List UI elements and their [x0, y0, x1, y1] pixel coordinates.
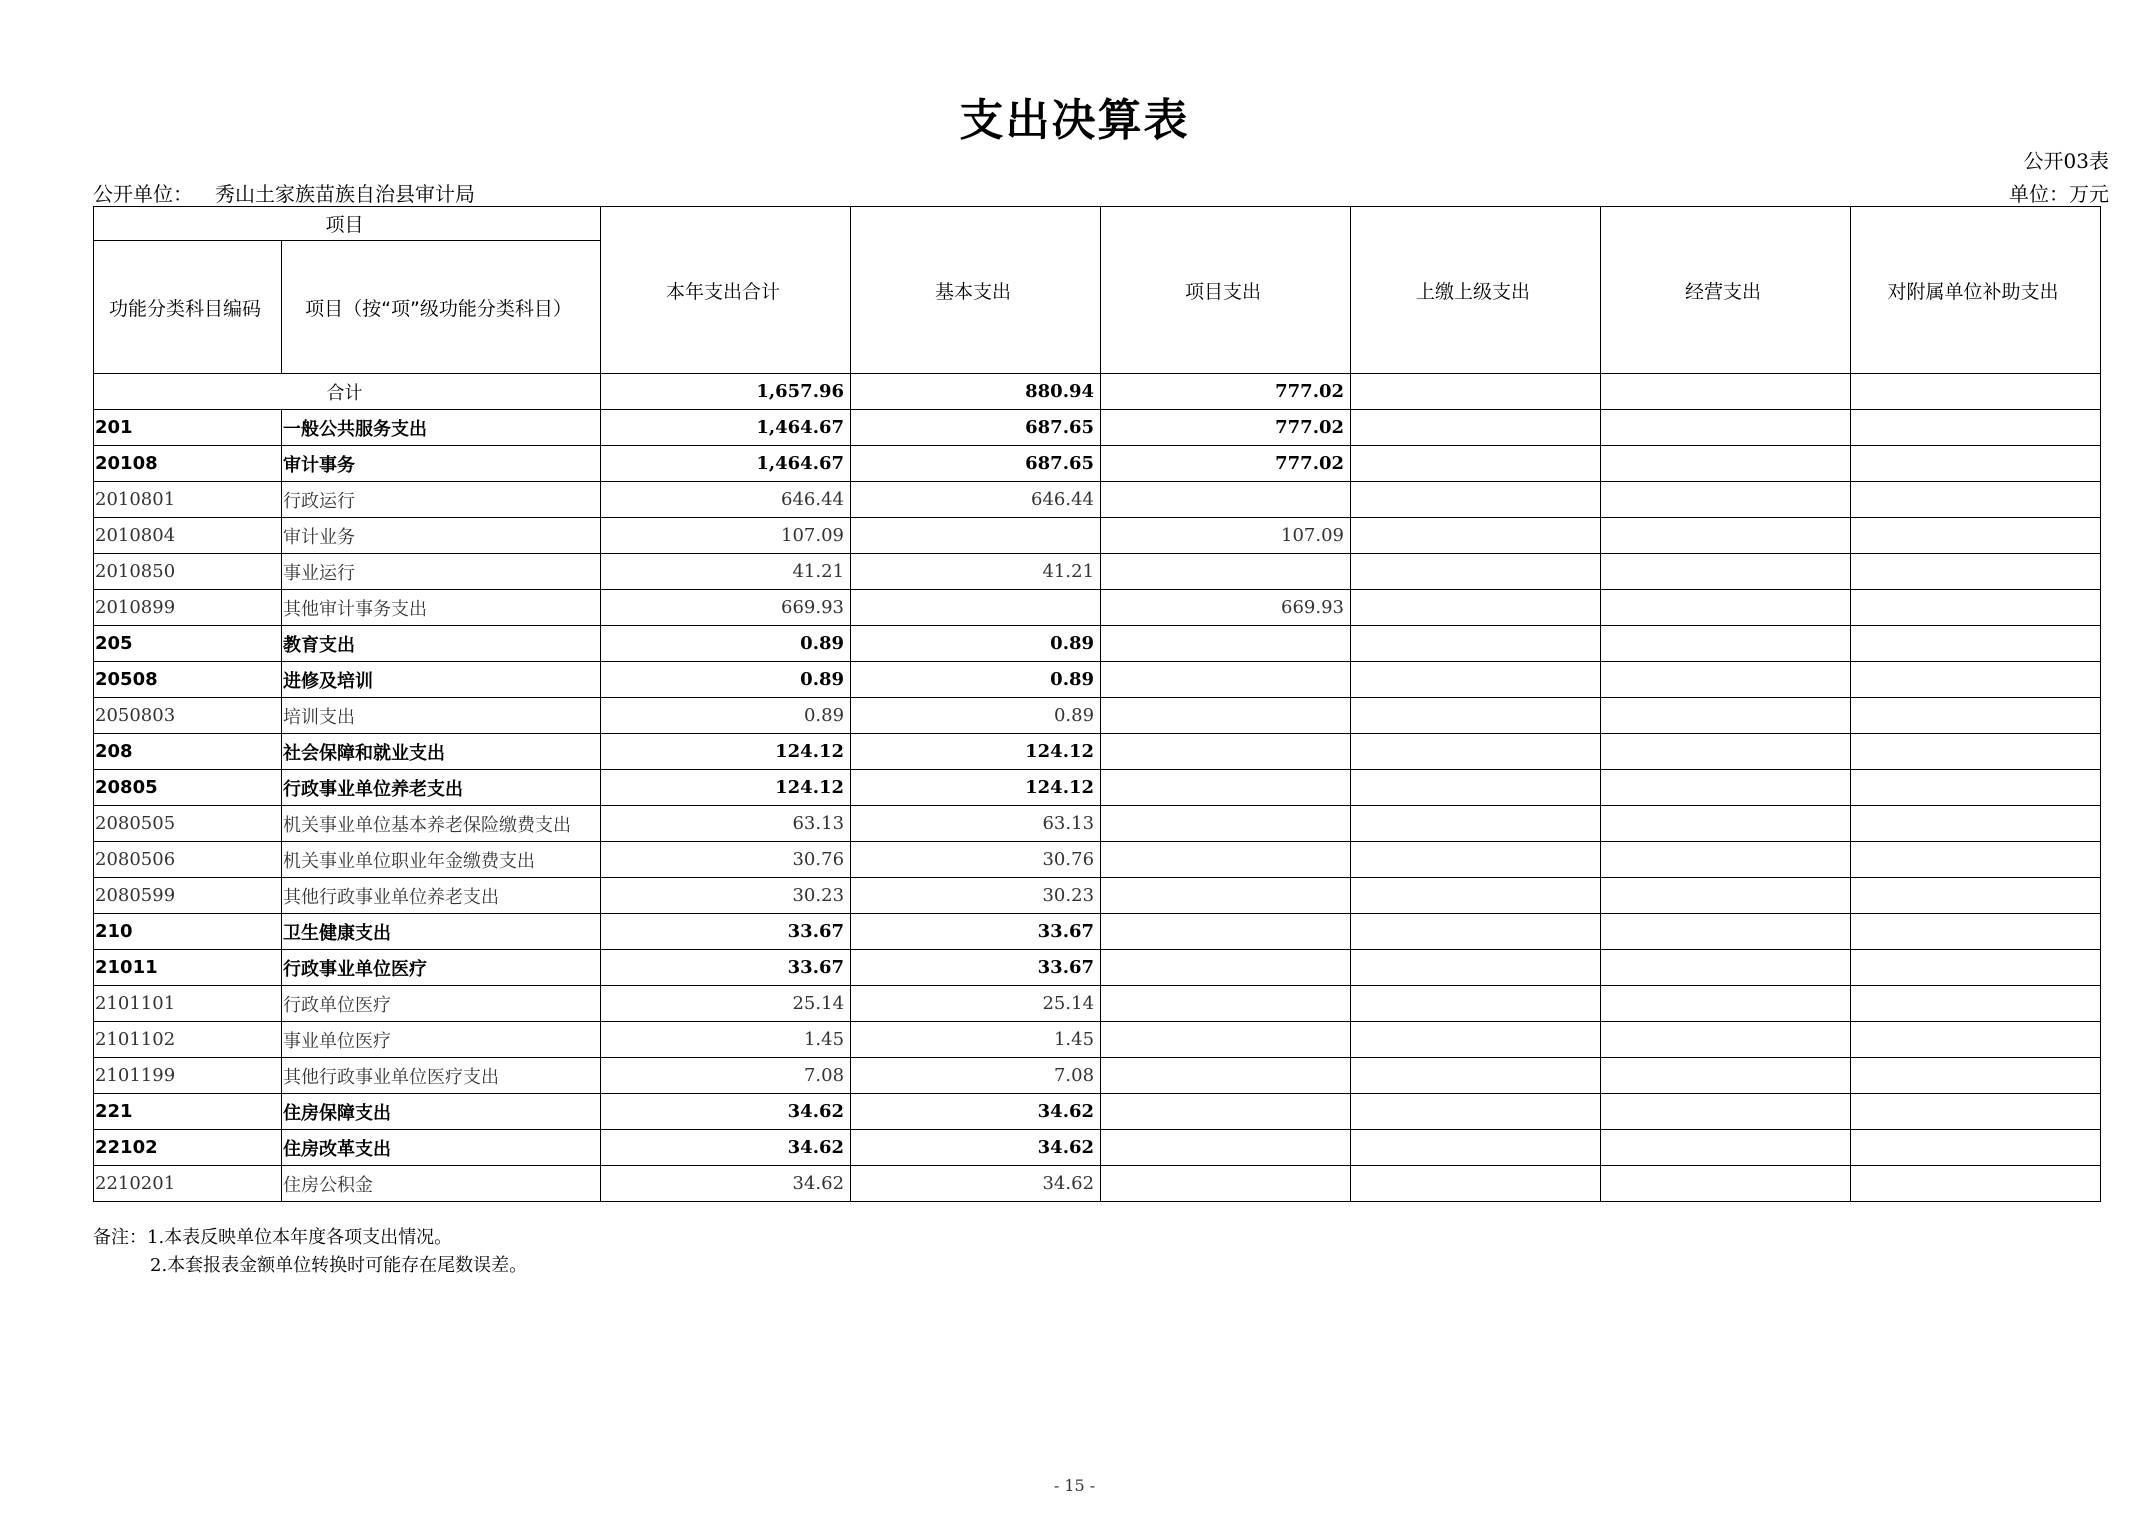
cell-upper: [1351, 1094, 1601, 1130]
cell-name: 其他审计事务支出: [282, 590, 601, 626]
cell-business: [1601, 806, 1851, 842]
table-row: [94, 1094, 2101, 1130]
total-cell-total: 1,657.96: [601, 374, 851, 410]
cell-project-exp: [1101, 914, 1351, 950]
cell-subsidy: [1851, 806, 2101, 842]
cell-code: 208: [94, 734, 282, 770]
header-name: 项目（按“项”级功能分类科目）: [282, 241, 601, 374]
cell-total: 124.12: [601, 770, 851, 806]
cell-basic: 1.45: [851, 1022, 1101, 1058]
cell-basic: [851, 518, 1101, 554]
cell-business: [1601, 842, 1851, 878]
cell-code: 21011: [94, 950, 282, 986]
cell-total: 41.21: [601, 554, 851, 590]
cell-upper: [1351, 626, 1601, 662]
cell-upper: [1351, 410, 1601, 446]
cell-total: 34.62: [601, 1094, 851, 1130]
cell-project-exp: [1101, 698, 1351, 734]
cell-upper: [1351, 1058, 1601, 1094]
cell-project-exp: [1101, 1094, 1351, 1130]
cell-subsidy: [1851, 482, 2101, 518]
reporting-unit: [93, 178, 475, 207]
cell-basic: 30.23: [851, 878, 1101, 914]
cell-project-exp: [1101, 806, 1351, 842]
cell-subsidy: [1851, 878, 2101, 914]
cell-name: 机关事业单位职业年金缴费支出: [282, 842, 601, 878]
cell-upper: [1351, 662, 1601, 698]
cell-basic: 124.12: [851, 734, 1101, 770]
cell-total: 1.45: [601, 1022, 851, 1058]
cell-basic: 63.13: [851, 806, 1101, 842]
cell-upper: [1351, 1130, 1601, 1166]
notes: [93, 1224, 527, 1280]
cell-code: 20508: [94, 662, 282, 698]
cell-upper: [1351, 842, 1601, 878]
cell-name: 审计事务: [282, 446, 601, 482]
cell-upper: [1351, 734, 1601, 770]
cell-subsidy: [1851, 518, 2101, 554]
cell-subsidy: [1851, 950, 2101, 986]
cell-name: 住房保障支出: [282, 1094, 601, 1130]
total-row: [94, 374, 2101, 410]
page-title: 支出决算表: [959, 95, 1190, 146]
cell-project-exp: [1101, 842, 1351, 878]
cell-name: 审计业务: [282, 518, 601, 554]
cell-business: [1601, 518, 1851, 554]
cell-business: [1601, 914, 1851, 950]
table-row: [94, 482, 2101, 518]
cell-business: [1601, 1058, 1851, 1094]
cell-project-exp: [1101, 482, 1351, 518]
cell-total: 34.62: [601, 1166, 851, 1202]
cell-name: 事业运行: [282, 554, 601, 590]
cell-code: 221: [94, 1094, 282, 1130]
cell-business: [1601, 446, 1851, 482]
page-number: - 15 -: [1053, 1476, 1096, 1495]
table-row: [94, 914, 2101, 950]
total-cell-project: 777.02: [1101, 374, 1351, 410]
cell-name: 社会保障和就业支出: [282, 734, 601, 770]
table-row: [94, 1166, 2101, 1202]
cell-total: 646.44: [601, 482, 851, 518]
header-code: 功能分类科目编码: [94, 241, 282, 374]
cell-name: 行政单位医疗: [282, 986, 601, 1022]
cell-total: 0.89: [601, 626, 851, 662]
cell-upper: [1351, 518, 1601, 554]
cell-code: 20805: [94, 770, 282, 806]
cell-upper: [1351, 950, 1601, 986]
cell-project-exp: [1101, 1058, 1351, 1094]
cell-subsidy: [1851, 590, 2101, 626]
cell-business: [1601, 410, 1851, 446]
cell-total: 34.62: [601, 1130, 851, 1166]
cell-code: 22102: [94, 1130, 282, 1166]
table-row: [94, 878, 2101, 914]
cell-business: [1601, 1094, 1851, 1130]
cell-basic: 0.89: [851, 662, 1101, 698]
cell-project-exp: [1101, 878, 1351, 914]
cell-total: 669.93: [601, 590, 851, 626]
cell-subsidy: [1851, 1130, 2101, 1166]
table-row: [94, 842, 2101, 878]
cell-basic: 0.89: [851, 626, 1101, 662]
cell-business: [1601, 734, 1851, 770]
cell-total: 107.09: [601, 518, 851, 554]
cell-basic: 41.21: [851, 554, 1101, 590]
cell-code: 2080599: [94, 878, 282, 914]
cell-basic: 33.67: [851, 950, 1101, 986]
cell-upper: [1351, 698, 1601, 734]
cell-basic: 25.14: [851, 986, 1101, 1022]
cell-total: 63.13: [601, 806, 851, 842]
cell-code: 2010850: [94, 554, 282, 590]
table-row: [94, 446, 2101, 482]
cell-business: [1601, 554, 1851, 590]
cell-project-exp: 107.09: [1101, 518, 1351, 554]
cell-business: [1601, 986, 1851, 1022]
header-business: 经营支出: [1601, 207, 1851, 374]
cell-basic: [851, 590, 1101, 626]
table-row: [94, 1130, 2101, 1166]
table-row: [94, 1022, 2101, 1058]
total-cell-basic: 880.94: [851, 374, 1101, 410]
cell-basic: 687.65: [851, 446, 1101, 482]
cell-name: 培训支出: [282, 698, 601, 734]
cell-upper: [1351, 806, 1601, 842]
cell-business: [1601, 878, 1851, 914]
table-row: [94, 1058, 2101, 1094]
cell-subsidy: [1851, 1022, 2101, 1058]
cell-project-exp: [1101, 950, 1351, 986]
cell-code: 2101102: [94, 1022, 282, 1058]
cell-subsidy: [1851, 662, 2101, 698]
cell-total: 124.12: [601, 734, 851, 770]
cell-code: 2010899: [94, 590, 282, 626]
table-row: [94, 518, 2101, 554]
cell-upper: [1351, 914, 1601, 950]
cell-subsidy: [1851, 842, 2101, 878]
cell-total: 33.67: [601, 914, 851, 950]
currency-unit: 单位：万元: [2009, 182, 2109, 206]
table-row: [94, 770, 2101, 806]
cell-name: 其他行政事业单位医疗支出: [282, 1058, 601, 1094]
cell-basic: 34.62: [851, 1166, 1101, 1202]
cell-business: [1601, 950, 1851, 986]
cell-total: 1,464.67: [601, 446, 851, 482]
cell-name: 行政事业单位养老支出: [282, 770, 601, 806]
cell-code: 205: [94, 626, 282, 662]
cell-project-exp: [1101, 554, 1351, 590]
cell-subsidy: [1851, 1166, 2101, 1202]
form-number: 公开03表: [2023, 149, 2109, 173]
unit-label: 公开单位：: [93, 182, 193, 206]
cell-name: 一般公共服务支出: [282, 410, 601, 446]
cell-upper: [1351, 446, 1601, 482]
cell-business: [1601, 662, 1851, 698]
cell-basic: 34.62: [851, 1130, 1101, 1166]
cell-project-exp: [1101, 1166, 1351, 1202]
cell-code: 210: [94, 914, 282, 950]
table-row: [94, 626, 2101, 662]
cell-total: 25.14: [601, 986, 851, 1022]
total-cell-business: [1601, 374, 1851, 410]
cell-code: 2010804: [94, 518, 282, 554]
cell-code: 2080505: [94, 806, 282, 842]
cell-business: [1601, 590, 1851, 626]
header-total: 本年支出合计: [601, 207, 851, 374]
cell-subsidy: [1851, 734, 2101, 770]
cell-business: [1601, 770, 1851, 806]
cell-subsidy: [1851, 554, 2101, 590]
cell-business: [1601, 1166, 1851, 1202]
cell-total: 30.76: [601, 842, 851, 878]
cell-name: 其他行政事业单位养老支出: [282, 878, 601, 914]
header-project-expenditure: 项目支出: [1101, 207, 1351, 374]
cell-basic: 7.08: [851, 1058, 1101, 1094]
header-subsidy: 对附属单位补助支出: [1851, 207, 2101, 374]
cell-project-exp: 777.02: [1101, 446, 1351, 482]
cell-business: [1601, 698, 1851, 734]
cell-basic: 30.76: [851, 842, 1101, 878]
total-cell-upper: [1351, 374, 1601, 410]
cell-code: 2010801: [94, 482, 282, 518]
cell-subsidy: [1851, 986, 2101, 1022]
cell-total: 0.89: [601, 662, 851, 698]
cell-upper: [1351, 770, 1601, 806]
table-row: [94, 662, 2101, 698]
header-upper: 上缴上级支出: [1351, 207, 1601, 374]
total-label: 合计: [94, 374, 601, 410]
cell-total: 1,464.67: [601, 410, 851, 446]
table-row: [94, 734, 2101, 770]
cell-project-exp: 777.02: [1101, 410, 1351, 446]
unit-name: 秀山土家族苗族自治县审计局: [215, 182, 475, 206]
header-basic: 基本支出: [851, 207, 1101, 374]
cell-total: 7.08: [601, 1058, 851, 1094]
cell-basic: 687.65: [851, 410, 1101, 446]
table-row: [94, 590, 2101, 626]
header-project: 项目: [94, 207, 601, 241]
cell-code: 2101199: [94, 1058, 282, 1094]
table-row: [94, 950, 2101, 986]
cell-name: 事业单位医疗: [282, 1022, 601, 1058]
cell-name: 卫生健康支出: [282, 914, 601, 950]
cell-project-exp: [1101, 986, 1351, 1022]
cell-upper: [1351, 554, 1601, 590]
cell-code: 2210201: [94, 1166, 282, 1202]
cell-basic: 124.12: [851, 770, 1101, 806]
cell-code: 2080506: [94, 842, 282, 878]
table-row: [94, 986, 2101, 1022]
cell-name: 住房改革支出: [282, 1130, 601, 1166]
cell-project-exp: [1101, 662, 1351, 698]
cell-subsidy: [1851, 626, 2101, 662]
table-row: [94, 806, 2101, 842]
expenditure-table: [93, 206, 2101, 1202]
table-row: [94, 554, 2101, 590]
cell-basic: 34.62: [851, 1094, 1101, 1130]
cell-name: 机关事业单位基本养老保险缴费支出: [282, 806, 601, 842]
cell-subsidy: [1851, 698, 2101, 734]
cell-project-exp: [1101, 1130, 1351, 1166]
cell-business: [1601, 1022, 1851, 1058]
cell-subsidy: [1851, 1094, 2101, 1130]
cell-subsidy: [1851, 770, 2101, 806]
cell-basic: 0.89: [851, 698, 1101, 734]
cell-upper: [1351, 482, 1601, 518]
cell-subsidy: [1851, 410, 2101, 446]
cell-name: 教育支出: [282, 626, 601, 662]
cell-code: 20108: [94, 446, 282, 482]
cell-project-exp: [1101, 626, 1351, 662]
cell-business: [1601, 1130, 1851, 1166]
cell-name: 进修及培训: [282, 662, 601, 698]
table-row: [94, 698, 2101, 734]
cell-total: 30.23: [601, 878, 851, 914]
cell-business: [1601, 482, 1851, 518]
cell-project-exp: [1101, 1022, 1351, 1058]
cell-upper: [1351, 1166, 1601, 1202]
cell-basic: 646.44: [851, 482, 1101, 518]
note-line-1: 备注：1.本表反映单位本年度各项支出情况。: [93, 1227, 453, 1248]
cell-name: 行政事业单位医疗: [282, 950, 601, 986]
cell-subsidy: [1851, 914, 2101, 950]
table-row: [94, 410, 2101, 446]
cell-basic: 33.67: [851, 914, 1101, 950]
cell-subsidy: [1851, 446, 2101, 482]
cell-name: 住房公积金: [282, 1166, 601, 1202]
cell-code: 201: [94, 410, 282, 446]
cell-upper: [1351, 986, 1601, 1022]
cell-project-exp: [1101, 734, 1351, 770]
cell-project-exp: [1101, 770, 1351, 806]
cell-subsidy: [1851, 1058, 2101, 1094]
cell-code: 2101101: [94, 986, 282, 1022]
table-body: [94, 374, 2101, 1202]
cell-upper: [1351, 878, 1601, 914]
cell-code: 2050803: [94, 698, 282, 734]
cell-total: 33.67: [601, 950, 851, 986]
note-line-2: 2.本套报表金额单位转换时可能存在尾数误差。: [150, 1255, 528, 1276]
cell-name: 行政运行: [282, 482, 601, 518]
cell-project-exp: 669.93: [1101, 590, 1351, 626]
cell-upper: [1351, 590, 1601, 626]
total-cell-subsidy: [1851, 374, 2101, 410]
cell-business: [1601, 626, 1851, 662]
cell-upper: [1351, 1022, 1601, 1058]
cell-total: 0.89: [601, 698, 851, 734]
